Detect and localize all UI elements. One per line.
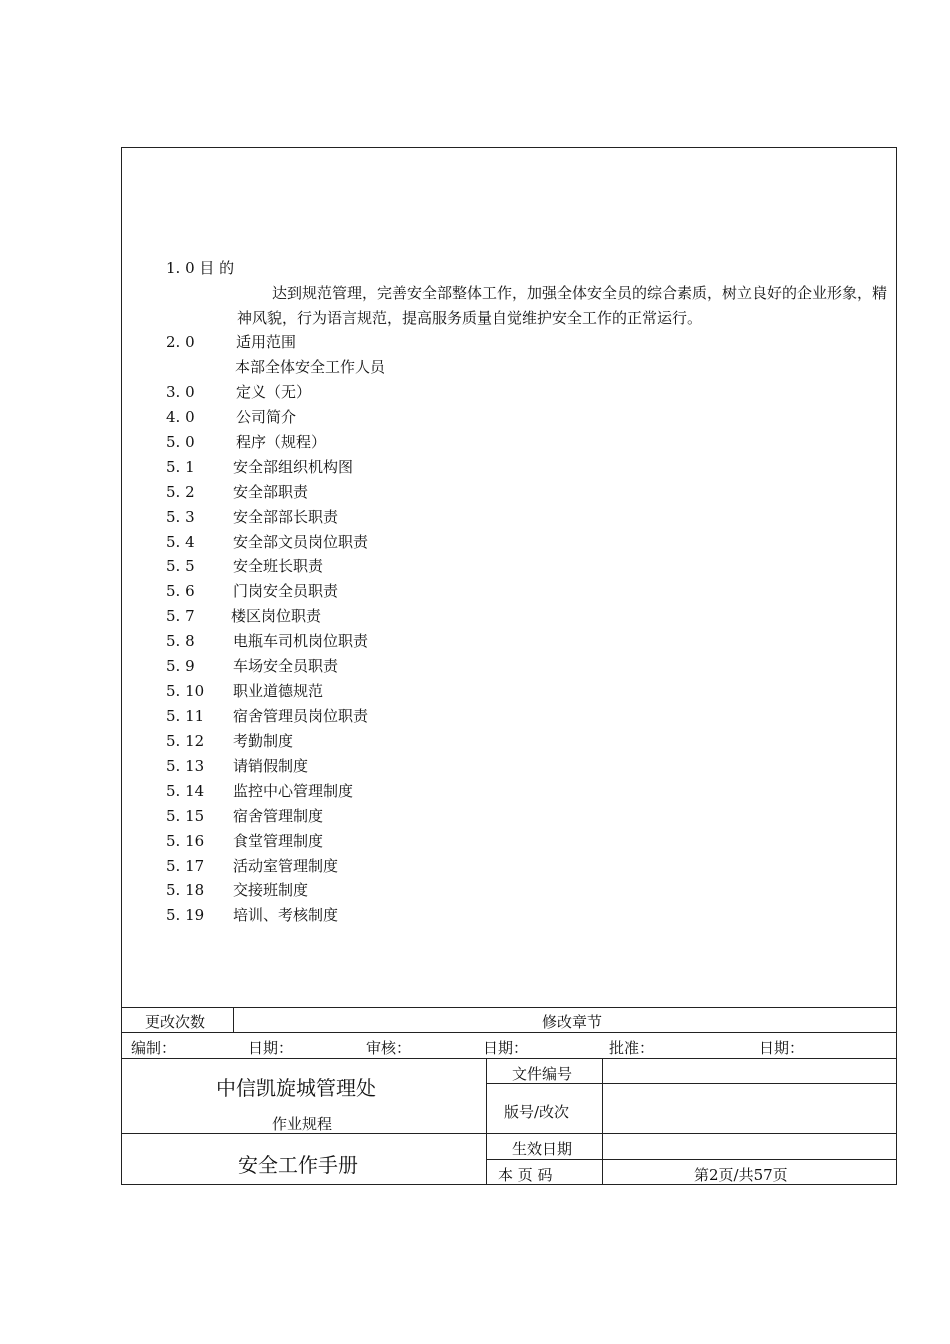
- section-number: 5. 2: [166, 483, 195, 501]
- section-title: 请销假制度: [233, 757, 309, 775]
- section-title: 公司简介: [236, 408, 297, 426]
- prepared-label: 编制：: [131, 1039, 177, 1057]
- section-number: 5. 13: [166, 757, 205, 775]
- footer-divider: [233, 1007, 234, 1032]
- date-label: 日期：: [248, 1039, 294, 1057]
- section-number: 5. 14: [166, 782, 205, 800]
- footer-divider: [486, 1159, 897, 1160]
- footer-divider: [486, 1083, 897, 1084]
- section-title: 程序（规程）: [236, 433, 327, 451]
- section-number: 3. 0: [166, 383, 195, 401]
- doc-type: 作业规程: [272, 1115, 333, 1133]
- section-number: 5. 17: [166, 857, 205, 875]
- section-number: 5. 4: [166, 533, 195, 551]
- section-number: 5. 3: [166, 508, 195, 526]
- section-number: 5. 1: [166, 458, 195, 476]
- section-number: 2. 0: [166, 333, 195, 351]
- section-number: 5. 6: [166, 582, 195, 600]
- section-number: 5. 16: [166, 832, 205, 850]
- section-number: 4. 0: [166, 408, 195, 426]
- section-title: 考勤制度: [233, 732, 294, 750]
- revision-count-label: 更改次数: [145, 1013, 206, 1031]
- section-number: 5. 10: [166, 682, 205, 700]
- section-number: 5. 7: [166, 607, 195, 625]
- section-number: 5. 12: [166, 732, 205, 750]
- document-frame: [121, 147, 897, 1185]
- section-1-heading: 1. 0 目 的: [166, 259, 235, 277]
- document-content: [122, 148, 896, 1008]
- section-title: 安全部部长职责: [233, 508, 339, 526]
- section-number: 5. 5: [166, 557, 195, 575]
- section-title: 安全部文员岗位职责: [233, 533, 369, 551]
- section-title: 食堂管理制度: [233, 832, 324, 850]
- revision-section-label: 修改章节: [542, 1013, 603, 1031]
- section-number: 5. 19: [166, 906, 205, 924]
- section-number: 5. 9: [166, 657, 195, 675]
- section-title: 定义（无）: [236, 383, 312, 401]
- purpose-paragraph: 达到规范管理，完善安全部整体工作，加强全体安全员的综合素质，树立良好的企业形象，精神风貌，行为语言规范，提高服务质量自觉维护安全工作的正常运行。: [237, 284, 888, 327]
- footer-divider: [122, 1133, 896, 1134]
- section-number: 5. 0: [166, 433, 195, 451]
- section-title: 培训、考核制度: [233, 906, 339, 924]
- manual-title: 安全工作手册: [238, 1153, 358, 1177]
- date-label: 日期：: [759, 1039, 805, 1057]
- section-title: 门岗安全员职责: [233, 582, 339, 600]
- footer-divider: [122, 1007, 896, 1008]
- section-title: 电瓶车司机岗位职责: [233, 632, 369, 650]
- section-title: 活动室管理制度: [233, 857, 339, 875]
- version-label: 版号/改次: [504, 1103, 570, 1121]
- page-code-label: 本 页 码: [498, 1166, 553, 1184]
- section-number: 5. 18: [166, 881, 205, 899]
- file-number-label: 文件编号: [512, 1065, 573, 1083]
- footer-divider: [602, 1058, 603, 1185]
- section-number: 5. 8: [166, 632, 195, 650]
- scope-text: 本部全体安全工作人员: [235, 358, 386, 376]
- footer-divider: [122, 1058, 896, 1059]
- section-title: 交接班制度: [233, 881, 309, 899]
- section-title: 适用范围: [236, 333, 297, 351]
- section-title: 车场安全员职责: [233, 657, 339, 675]
- section-title: 监控中心管理制度: [233, 782, 354, 800]
- footer-divider: [486, 1058, 487, 1185]
- section-title: 楼区岗位职责: [231, 607, 322, 625]
- date-label: 日期：: [483, 1039, 529, 1057]
- section-title: 安全部组织机构图: [233, 458, 354, 476]
- section-title: 安全班长职责: [233, 557, 324, 575]
- section-title: 宿舍管理制度: [233, 807, 324, 825]
- approved-label: 批准：: [609, 1039, 655, 1057]
- section-title: 宿舍管理员岗位职责: [233, 707, 369, 725]
- page-code-value: 第2页/共57页: [694, 1166, 788, 1184]
- reviewed-label: 审核：: [366, 1039, 412, 1057]
- effective-date-label: 生效日期: [512, 1140, 573, 1158]
- section-number: 5. 15: [166, 807, 205, 825]
- footer-divider: [122, 1032, 896, 1033]
- section-title: 安全部职责: [233, 483, 309, 501]
- section-title: 职业道德规范: [233, 682, 324, 700]
- section-number: 5. 11: [166, 707, 205, 725]
- org-name: 中信凯旋城管理处: [216, 1076, 376, 1100]
